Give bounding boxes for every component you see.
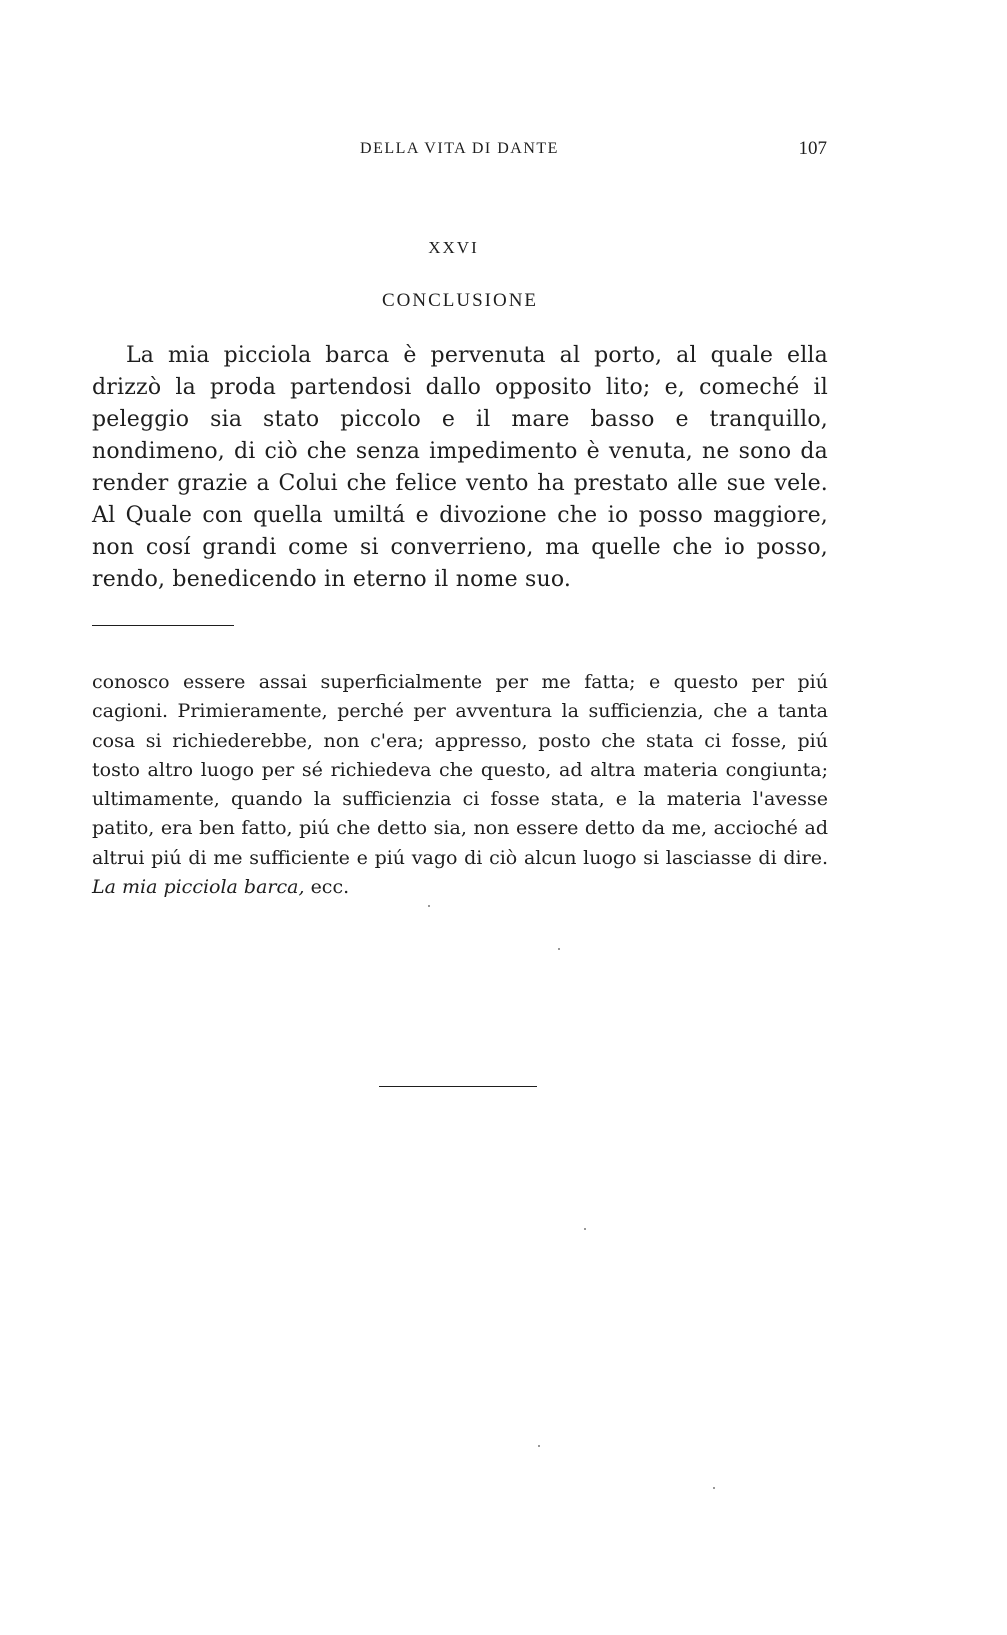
paper-speck bbox=[713, 1487, 715, 1489]
footnote-separator bbox=[92, 625, 234, 626]
body-paragraph: La mia picciola barca è pervenuta al porto, al quale ella drizzò la proda partendosi dallo opposito lito; e, comeché il peleggio sia stato piccolo e il mare basso e tranquillo, nondimeno, di ciò che senza impedimento è venuta, ne sono da render grazie a Colui che felice vento ha prestato alle sue vele. Al Quale con quella umiltá e divozione che io posso maggiore, non cosí grandi come si converrieno, ma quelle che io posso, rendo, benedicendo in eterno il nome suo. bbox=[92, 343, 828, 592]
running-title: DELLA VITA DI DANTE bbox=[360, 140, 559, 157]
paper-speck bbox=[538, 1445, 540, 1447]
chapter-number: XXVI bbox=[428, 238, 479, 257]
paper-speck bbox=[584, 1228, 586, 1230]
footnote-tail: ecc. bbox=[310, 876, 350, 899]
paper-speck bbox=[428, 905, 430, 907]
chapter-title: CONCLUSIONE bbox=[381, 290, 539, 311]
footnote-text: conosco essere assai superficialmente per me fatta; e questo per piú cagioni. Primieramente, perché per avventura la sufficienzia, che a tanta cosa si richiederebbe, non c'era; appresso, posto che stata ci fosse, piú tosto altro luogo per sé richiedeva che questo, ad altra materia congiunta; ultimamente, quando la sufficienzia ci fosse stata, e la materia l'avesse patito, era ben fatto, piú che detto sia, non essere detto da me, accioché ad altrui piú di me sufficiente e piú vago di ciò alcun luogo si lasciasse di dire. bbox=[92, 671, 828, 869]
footnote bbox=[92, 668, 828, 902]
page-number: 107 bbox=[798, 138, 827, 159]
paper-speck bbox=[558, 948, 560, 950]
footnote-italic-quote: La mia picciola barca, bbox=[92, 876, 305, 899]
running-head bbox=[92, 140, 827, 164]
end-of-chapter-rule bbox=[379, 1086, 537, 1087]
